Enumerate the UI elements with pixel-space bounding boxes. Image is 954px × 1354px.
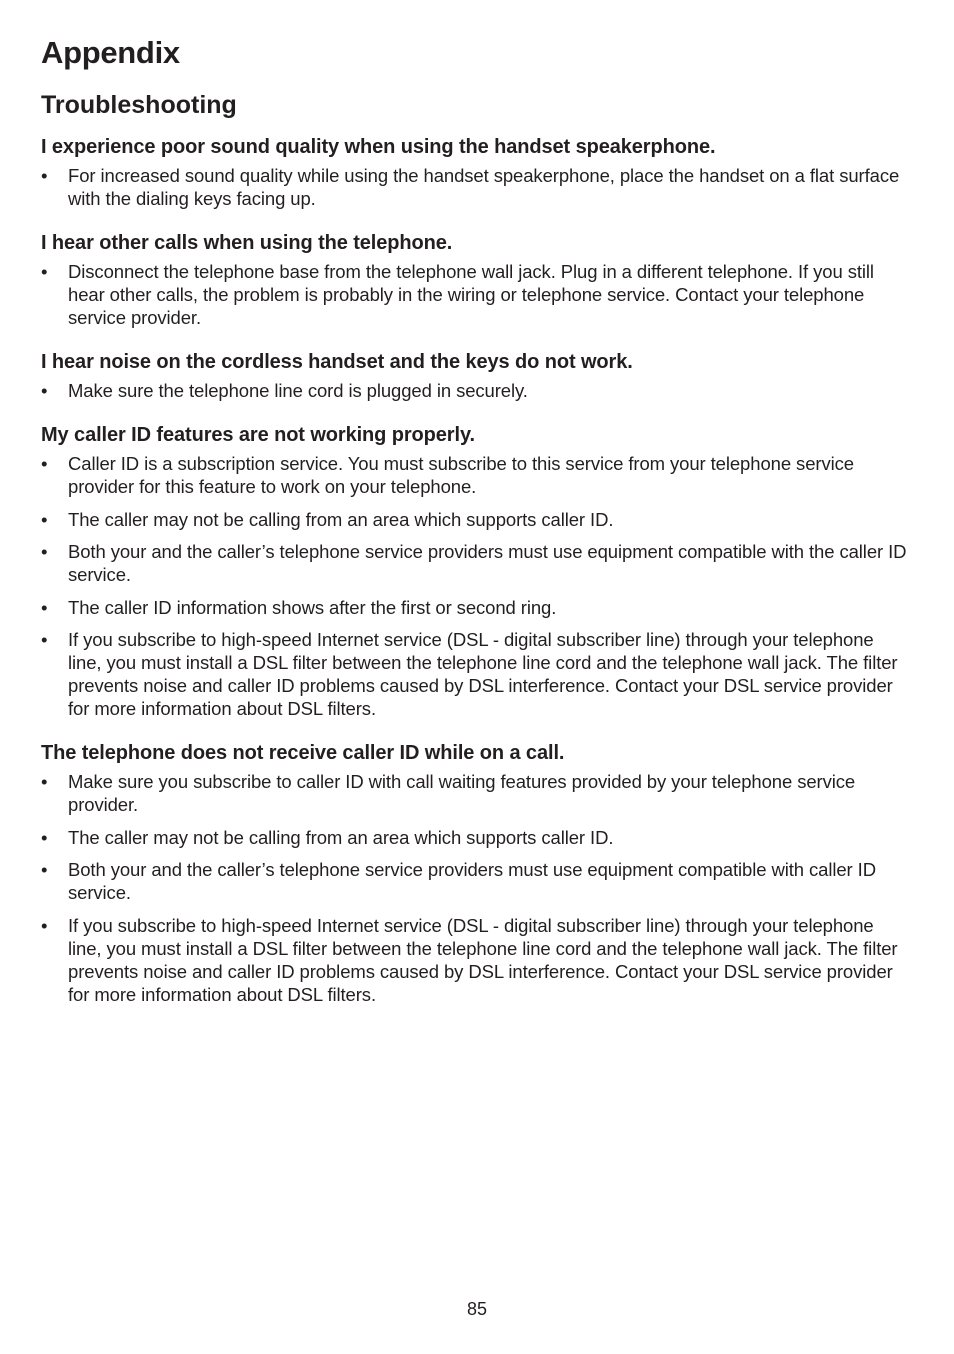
topic-caller-id-during-call <box>41 740 911 1006</box>
bullet-list <box>41 260 911 329</box>
list-item <box>41 914 911 1006</box>
page-title: Appendix <box>41 35 180 70</box>
list-item-text: Both your and the caller’s telephone service providers must use equipment compatible with caller ID service. <box>68 859 876 903</box>
bullet-icon: • <box>41 629 48 650</box>
bullet-icon: • <box>41 261 48 282</box>
bullet-icon: • <box>41 541 48 562</box>
topic-heading: The telephone does not receive caller ID while on a call. <box>41 742 565 764</box>
bullet-icon: • <box>41 771 48 792</box>
list-item-text: If you subscribe to high-speed Internet service (DSL - digital subscriber line) through your telephone line, you must install a DSL filter between the telephone line cord and the telephone wall jack. The filter prevents noise and caller ID problems caused by DSL interference. Contact your DSL service provider for more information about DSL filters. <box>68 629 898 719</box>
list-item-text: Both your and the caller’s telephone service providers must use equipment compatible with the caller ID service. <box>68 541 907 585</box>
bullet-icon: • <box>41 826 48 848</box>
list-item-text: Disconnect the telephone base from the telephone wall jack. Plug in a different telephone. If you still hear other calls, the problem is probably in the wiring or telephone service. Contact your telephone service provider. <box>68 261 874 328</box>
list-item <box>41 164 911 210</box>
list-item-text: Caller ID is a subscription service. You must subscribe to this service from your telephone service provider for this feature to work on your telephone. <box>68 453 854 497</box>
list-item <box>41 628 911 720</box>
bullet-list <box>41 164 911 210</box>
list-item <box>41 770 911 816</box>
bullet-icon: • <box>41 596 48 618</box>
list-item-text: If you subscribe to high-speed Internet service (DSL - digital subscriber line) through your telephone line, you must install a DSL filter between the telephone line cord and the telephone wall jack. The filter prevents noise and caller ID problems caused by DSL interference. Contact your DSL service provider for more information about DSL filters. <box>68 914 898 1005</box>
topic-heading: My caller ID features are not working properly. <box>41 424 475 446</box>
list-item-text: The caller ID information shows after the first or second ring. <box>68 596 557 618</box>
topic-poor-sound-quality <box>41 134 911 210</box>
list-item <box>41 508 911 531</box>
list-item <box>41 596 911 619</box>
list-item <box>41 826 911 849</box>
bullet-icon: • <box>41 914 48 936</box>
list-item <box>41 260 911 329</box>
bullet-icon: • <box>41 453 48 474</box>
list-item <box>41 858 911 904</box>
bullet-list <box>41 770 911 1006</box>
topic-caller-id-not-working <box>41 422 911 720</box>
list-item-text: The caller may not be calling from an area which supports caller ID. <box>68 826 614 848</box>
bullet-icon: • <box>41 859 48 880</box>
topic-other-calls <box>41 230 911 329</box>
list-item <box>41 540 911 586</box>
bullet-list <box>41 379 911 402</box>
list-item-text: The caller may not be calling from an area which supports caller ID. <box>68 508 614 530</box>
topic-heading: I hear noise on the cordless handset and the keys do not work. <box>41 351 633 373</box>
troubleshooting-content <box>41 134 911 1006</box>
list-item-text: Make sure the telephone line cord is plugged in securely. <box>68 380 528 401</box>
bullet-list <box>41 452 911 720</box>
topic-handset-noise <box>41 349 911 402</box>
section-title: Troubleshooting <box>41 91 237 119</box>
bullet-icon: • <box>41 165 48 186</box>
topic-heading: I experience poor sound quality when using the handset speakerphone. <box>41 136 716 158</box>
page-number: 85 <box>466 1299 488 1319</box>
bullet-icon: • <box>41 508 48 530</box>
list-item-text: For increased sound quality while using the handset speakerphone, place the handset on a flat surface with the dialing keys facing up. <box>68 165 900 209</box>
bullet-icon: • <box>41 380 48 401</box>
topic-heading: I hear other calls when using the telephone. <box>41 232 453 254</box>
list-item <box>41 379 911 402</box>
list-item-text: Make sure you subscribe to caller ID with call waiting features provided by your telephone service provider. <box>68 771 856 815</box>
list-item <box>41 452 911 498</box>
